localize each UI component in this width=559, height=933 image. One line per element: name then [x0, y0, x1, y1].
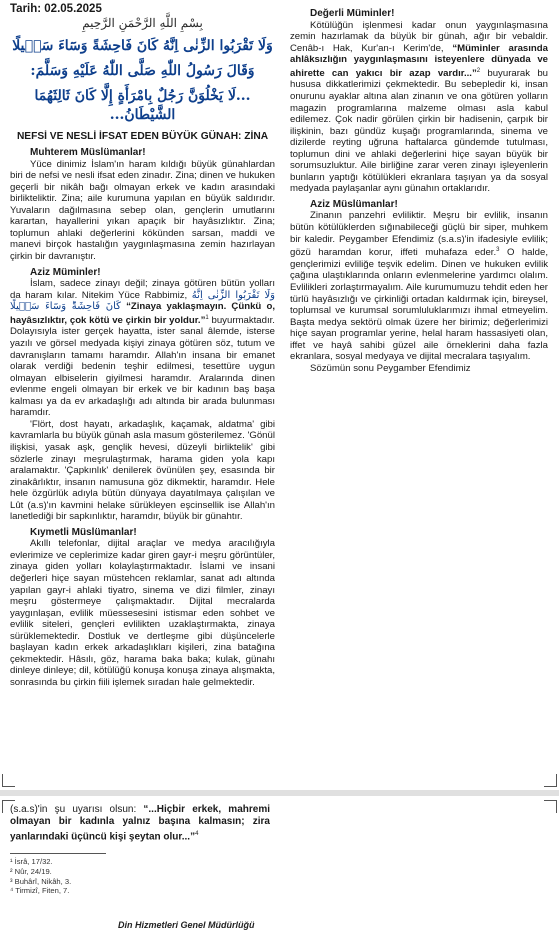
- quote: “...Hiçbir erkek, mahremi olmayan bir kadınla yalnız başına kalmasın; zira yanlarındaki üçüncü kişi şeytan olur...”: [10, 804, 270, 843]
- quote: “Zinaya yaklaşmayın. Çünkü o, hayâsızlıktır, çok kötü ve çirkin bir yoldur.”: [10, 301, 275, 326]
- footnote-ref: 2: [476, 67, 481, 74]
- continuation: [10, 804, 270, 896]
- paragraph: Zinanın panzehri evliliktir. Meşru bir evlilik, insanın bütün kötülüklerden sığınabileceği güçlü bir siper, muhkem bir kaledir. Peygamber Efendimiz (s.a.s)'in ifadesiyle evlilik; gözü haramdan korur, iffeti muhafaza eder.$^3$ O halde, gençlerimizi evliliğe teşvik edelim. Dinen ve hukuken evlilik çağına ulaştıklarında onların evlenmelerine yardımcı olalım. Evlilikleri zorlaştırmayalım. Aile kurumumuzu tehdit eden her türlü hayâsızlığı ve çirkinliği ortadan kaldırmak için, bireysel, toplumsal ve kurumsal sorumluluklarımızı ihmal etmeyelim. Başta medya sektörü olmak üzere her birimiz; değerlerimizi hiçe sayan programlar yerine, helal haram hassasiyeti olan, iffet ve hayâ sahibi güzel aile örneklerini daha fazla ekranlara, sosyal medyaya ve dijital mecralara taşıyalım.: [290, 210, 548, 363]
- date: Tarih: 02.05.2025: [10, 3, 102, 15]
- section-heading: Muhterem Müslümanlar!: [30, 147, 146, 159]
- corner-mark: [544, 774, 557, 787]
- left-column: [10, 4, 275, 688]
- closing-quote: (s.a.s)'in şu uyarısı olsun: “...Hiçbir erkek, mahremi olmayan bir kadınla yalnız başına kalmasın; zira yanlarındaki üçüncü kişi şeytan olur...”$^4$: [10, 804, 270, 843]
- footer-org: Din Hizmetleri Genel Müdürlüğü: [118, 920, 255, 930]
- page-two: [0, 796, 559, 933]
- corner-mark: [2, 774, 15, 787]
- paragraph: Akıllı telefonlar, dijital araçlar ve medya aracılığıyla evlerimize ve ceplerimize kadar giren gayr-i meşru görüntüler, zinaya giden yolları kolaylaştırmaktadır. İslami ve insani değerleri hiçe sayan müstehcen reklamlar, sanat adı altında yapılan gayr-i ahlaki tiyatro, sinema ve dizi filmler, zinayı meşru göstermeye çalışmaktadır. Dijital mecralarda yaygınlaşan, evlilik müessesesini istismar eden sohbet ve evlilik siteleri, gençleri evlilikten uzaklaştırmakta, zinaya sürüklemektedir. Dostluk ve dertleşme gibi düşüncelerle başlayan kadın erkek arkadaşlıkları kişileri, zina batağına çekmektedir. Hâsılı, göz, harama baka baka; kulak, günahı dinleye dinleye; dil, kötülüğü konuşa konuşa zinaya alışmakta, sonrasında bu çirkin fiili işlemek sıradan hale gelmektedir.: [10, 538, 275, 688]
- footnote-ref: 1: [205, 314, 209, 321]
- section-heading: Aziz Müslümanlar!: [310, 198, 398, 210]
- section-heading: Değerli Müminler!: [310, 8, 395, 19]
- inline-verse: وَلَا تَقْرَبُوا الزِّنٰى اِنَّهُ كَانَ فَاحِشَةًؕ وَسَٓاءَ سَب۪يلًا: [10, 289, 276, 313]
- paragraph: İslam, sadece zinayı değil; zinaya götüren bütün yolları da haram kılar. Nitekim Yüce Rabbimiz, وَلَا تَقْرَبُوا الزِّنٰى اِنَّهُ كَانَ فَاحِشَةًؕ وَسَٓاءَ سَب۪يلًا “Zinaya yaklaşmayın. Çünkü o, hayâsızlıktır, çok kötü ve çirkin bir yoldur.”$^1$ buyurmaktadır. Dolayısıyla ister gerçek hayatta, ister sanal âlemde, isterse yazılı ve görsel medyada kişiyi zinaya götüren söz, tutum ve davranışların tamamı haramdır. Allah'ın insana bir emanet olarak verdiği bedenin teşhir edilmesi, tesettüre uygun olmayan elbiselerin giyilmesi haramdır. Aralarında dinen evlenme engeli olmayan bir erkek ve bir kadının baş başa kalması ya da ev arkadaşlığı adı altında bir arada bulunması haramdır.: [10, 278, 276, 419]
- paragraph: 'Flört, dost hayatı, arkadaşlık, kaçamak, aldatma' gibi kavramlarla bu büyük günah asla masum gösterilemez. 'Gönül ilişkisi, yasak aşk, gençlik hevesi, düzeyli birliktelik' gibi sözlerle zinayı meşrulaştırmak, harama giden yola kapı aralamaktır. 'Çapkınlık' denilerek övünülen şey, esasında bir zinakârlıktır, insanın namusuna göz dikmektir, haramdır. Hele hele özgürlük adıyla bütün dünyaya dayatılmaya çalışılan ve Lût (a.s)'ın kavmini helake sürükleyen eşcinsellik ise Allah'ın lanetlediği bir sapkınlıktır, haramdır, büyük bir günahtır.: [10, 418, 275, 523]
- footnote-ref: 4: [195, 831, 199, 837]
- footnote-rule: [10, 853, 106, 854]
- footnote: ¹ İsrâ, 17/32.: [10, 857, 53, 867]
- footnote: ² Nûr, 24/19.: [10, 866, 52, 876]
- footnote: ³ Buhârî, Nikâh, 3.: [10, 876, 72, 886]
- closing-line: Sözümün sonu Peygamber Efendimiz: [310, 362, 471, 374]
- sermon-title: NEFSİ VE NESLİ İFSAT EDEN BÜYÜK GÜNAH: ZİNA: [16, 131, 269, 143]
- verse-hadith-intro: وَقَالَ رَسُولُ اللّٰهِ صَلَّى اللّٰهُ عَلَيْهِ وَسَلَّمَ:: [30, 63, 255, 80]
- verse-quran: وَلَا تَقْرَبُوا الزِّنٰى اِنَّهُ كَانَ فَاحِشَةً وَسَٓاءَ سَب۪يلًا: [12, 38, 273, 55]
- paragraph: Kötülüğün işlenmesi kadar onun yaygınlaşmasına zemin hazırlamak da büyük bir günah, ağır bir vebaldir. Cenâb-ı Hak, Kur'an-ı Kerim'de, “Müminler arasında ahlâksızlığın yaygınlaşmasını isteyenlere dünyada ve ahirette can yakıcı bir azap vardır...”$^2$ buyurarak bu hususa dikkatlerimizi çekmektedir. Bu sebepledir ki, insan onurunu ayaklar altına alan zinanın ve ona götüren yolların magazin programlarına malzeme olması asla kabul edilemez. Çok nadir görülen çirkin bir hadisenin, çarpık bir ilişkinin, bazı gündüz kuşağı programlarında, sinema ve dizilerde reyting uğruna haftalarca gündemde tutulması, toplumun dini ve ahlaki değerlerini hiçe sayan büyük bir sorumsuzluktur. Aile birliğine zarar veren zinayı işleyenlerin bunların yaptığı kötülükleri ekranlara taşıyan ya da sosyal medyada paylaşanlar aynı günahın ortaklarıdır.: [290, 19, 549, 195]
- footnote-ref: 3: [496, 247, 500, 254]
- footnote: ⁴ Tirmizî, Fiten, 7.: [10, 886, 70, 896]
- right-column: [290, 4, 548, 374]
- section-heading: Kıymetli Müslümanlar!: [30, 526, 137, 538]
- verse-hadith: ...لَا يَخْلُوَنَّ رَجُلٌ بِامْرَأَةٍ إِلَّا كَانَ ثَالِثَهُمَا الشَّيْطَانُ...: [34, 88, 251, 124]
- quote: “Müminler arasında ahlâksızlığın yaygınlaşmasını isteyenlere dünyada ve ahirette can yakıcı bir azap vardır...”: [290, 42, 548, 79]
- paragraph: Yüce dinimiz İslam'ın haram kıldığı büyük günahlardan biri de nefsi ve nesli ifsat eden zinadır. Zina; dinen ve hukuken geçerli bir nikâh bağı olmayan erkek ve kadın arasındaki birlikteliktir. Zina; aile kurumuna yapılan en büyük saldırıdır. Yuvaların dağılmasına sebep olan, gençlerin umutlarını karartan, hayallerini yıkan apaçık bir hayâsızlıktır. Zina; toplumun ahlaki değerlerini kökünden sarsan, maddi ve manevi birçok hastalığın yaygınlaşmasına zemin hazırlayan çirkin bir davranıştır.: [10, 158, 275, 263]
- basmala: بِسْمِ اللَّهِ الرَّحْمَنِ الرَّحِيمِ: [82, 15, 203, 30]
- section-heading: Aziz Müminler!: [30, 266, 101, 278]
